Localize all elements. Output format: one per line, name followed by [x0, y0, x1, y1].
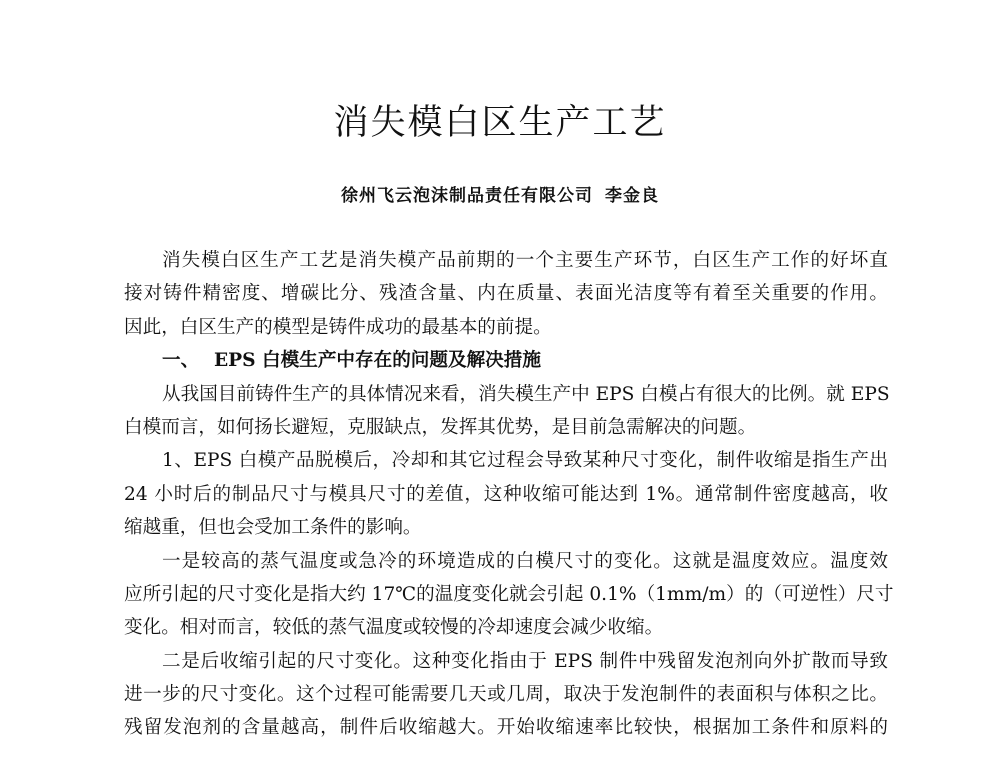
paragraph-line: 缩越重，但也会受加工条件的影响。 [124, 517, 422, 539]
paragraph-line: 二是后收缩引起的尺寸变化。这种变化指由于 EPS 制件中残留发泡剂向外扩散而导致 [162, 650, 888, 672]
paragraph-line: 进一步的尺寸变化。这个过程可能需要几天或几周，取决于发泡制件的表面积与体积之比。 [124, 684, 888, 706]
paragraph-line: 因此，白区生产的模型是铸件成功的最基本的前提。 [124, 316, 552, 338]
byline [0, 184, 1000, 208]
section-heading [124, 344, 888, 377]
section-heading-number: 一、 [162, 350, 200, 372]
paragraph-line: 从我国目前铸件生产的具体情况来看，消失模生产中 EPS 白模占有很大的比例。就 EPS [162, 383, 890, 405]
body-text [124, 244, 894, 745]
paragraph-line: 接对铸件精密度、增碳比分、残渣含量、内在质量、表面光洁度等有着至关重要的作用。 [124, 283, 888, 305]
paragraph-line: 残留发泡剂的含量越高，制件后收缩越大。开始收缩速率比较快，根据加工条件和原料的 [124, 717, 888, 739]
paragraph-line: 白模而言，如何扬长避短，克服缺点，发挥其优势，是目前急需解决的问题。 [124, 416, 757, 438]
section-heading-text: EPS 白模生产中存在的问题及解决措施 [214, 350, 541, 372]
paragraph-line: 24 小时后的制品尺寸与模具尺寸的差值，这种收缩可能达到 1%。通常制件密度越高，收 [124, 483, 888, 505]
byline-author: 李金良 [605, 186, 659, 206]
paragraph-line: 变化。相对而言，较低的蒸气温度或较慢的冷却速度会减少收缩。 [124, 617, 664, 639]
paragraph-line: 1、EPS 白模产品脱模后，冷却和其它过程会导致某种尺寸变化，制件收缩是指生产出 [162, 450, 888, 472]
paragraph-line: 一是较高的蒸气温度或急冷的环境造成的白模尺寸的变化。这就是温度效应。温度效 [162, 550, 888, 572]
paragraph-line: 消失模白区生产工艺是消失模产品前期的一个主要生产环节，白区生产工作的好坏直 [162, 250, 888, 271]
paragraph-line: 应所引起的尺寸变化是指大约 17℃的温度变化就会引起 0.1%（1mm/m）的（可逆性）尺寸 [124, 583, 894, 605]
byline-company: 徐州飞云泡沫制品责任有限公司 [341, 186, 593, 206]
document-title: 消失模白区生产工艺 [333, 103, 667, 143]
